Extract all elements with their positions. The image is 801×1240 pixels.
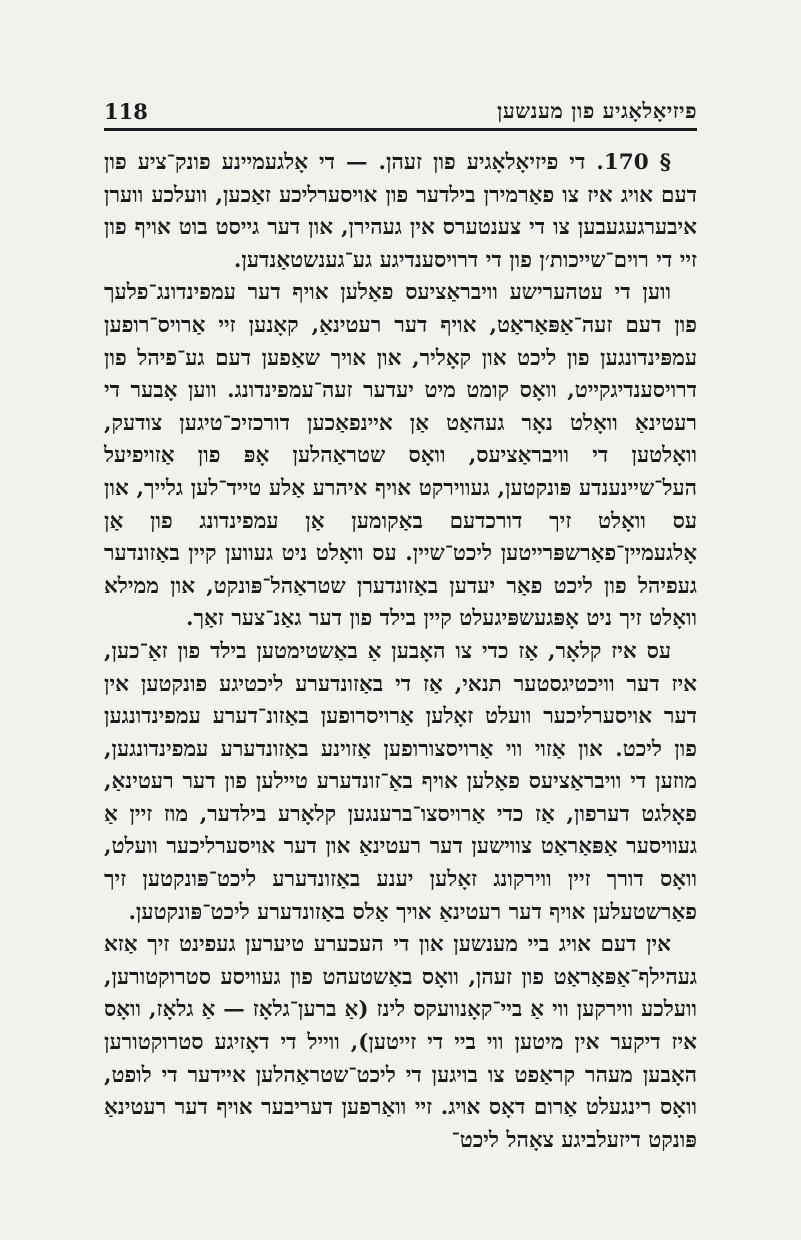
section-number: 170. [596, 150, 649, 175]
paragraph: ווען די עטהערישע וויבראַציעס פאַלען אויף דער עמפינדונג־פלעך פון דעם זעה־אַפּאַראַט, אויף דער רעטינאַ, קאָנען זיי אַרויס־רופען עמפּינדונגען פון ליכט און קאָליר, און אויך שאַפען דעם גע־פיהל פון דרויסענדיגקייט, וואָס קומט מיט יעדער זעה־עמפינדונג. ווען אָבער די רעטינאַ וואָלט נאָר געהאַט אַן איינפאַכען דורכזיכ־טיגען צודעק, וואָלטען די וויבראַציעס, וואָס שטראַהלען אָפּ פון אַזויפיעל העל־שיינענדע פּונקטען, געווירקט אויף איהרע אַלע טייד־לען גלייך, און עס וואָלט זיך דורכדעם באַקומען אַן עמפינדונג פון אַן אָלגעמיין־פאַרשפּרייטען ליכט־שיין. עס וואָלט ניט געווען קיין באַזונדער געפיהל פון ליכט פאַר יעדען באַזונדערן שטראַהל־פּונקט, און ממילא וואָלט זיך ניט אָפּגעשפּיגעלט קיין בילד פון דער גאַנ־צער זאַך. [104, 280, 697, 632]
page-header [104, 92, 697, 131]
section-sign: § [659, 150, 671, 175]
paragraph-text: די פיזיאָלאָגיע פון זעהן. — די אָלגעמיינע פונק־ציע פון דעם אויג איז צו פאַרמירן בילדער פון אויסערליכע זאַכען, וועלכע ווערן איבערגעגעבען צו די צענטערס אין געהירן, און דער גייסט בוט אויף פון זיי די רוים־שייכות׳ן פון די דרויסענדיגע גע־גענשטאַנדען. [104, 150, 697, 273]
page-number: 118 [104, 99, 148, 124]
paragraph: עס איז קלאָר, אַז כדי צו האָבען אַ באַשטימטען בילד פון זאַ־כען, איז דער וויכטיגסטער תנאי, אַז די באַזונדערע ליכטיגע פונקטען אין דער אויסערליכער וועלט זאָלען אַרויסרופען באַזונ־דערע עמפינדונגען פון ליכט. און אַזוי ווי אַרויסצורופען אַזוינע באַזונדערע עמפינדונגען, מוזען די וויבראַציעס פאַלען אויף באַ־זונדערע טיילען פון דער רעטינאַ, פאָלגט דערפון, אַז כדי אַרויסצו־ברענגען קלאָרע בילדער, מוז זיין אַ געוויסער אַפּאַראַט צווישען דער רעטינאַ און דער אויסערליכער וועלט, וואָס דורך זיין ווירקונג זאָלען יענע באַזונדערע ליכט־פּונקטען זיך פאַרשטעלען אויף דער רעטינאַ אויך אַלס באַזונדערע ליכט־פּונקטען. [104, 638, 697, 925]
running-head: פיזיאָלאָגיע פון מענשען [497, 98, 697, 123]
paragraph: אין דעם אויג ביי מענשען און די העכערע טיערען געפינט זיך אַזא געהילף־אַפּאַראַט פון זעהן, וואָס באַשטעהט פון געוויסע סטרוקטורען, וועלכע ווירקען ווי אַ ביי־קאָנוועקס לינז (אַ ברען־גלאָז — אַ גלאָז, וואָס איז דיקער אין מיטען ווי ביי די זייטען), ווייל די דאָזיגע סטרוקטורען האָבען מעהר קראַפט צו בויגען די ליכט־שטראַהלען איידער די לופט, וואָס רינגעלט אַרום דאָס אויג. זיי וואַרפען דעריבער אויף דער רעטינאַ פּונקט דיזעלביגע צאָהל ליכט־ [104, 932, 697, 1153]
paragraph-section-170 [104, 147, 697, 277]
page-body [104, 147, 697, 1157]
